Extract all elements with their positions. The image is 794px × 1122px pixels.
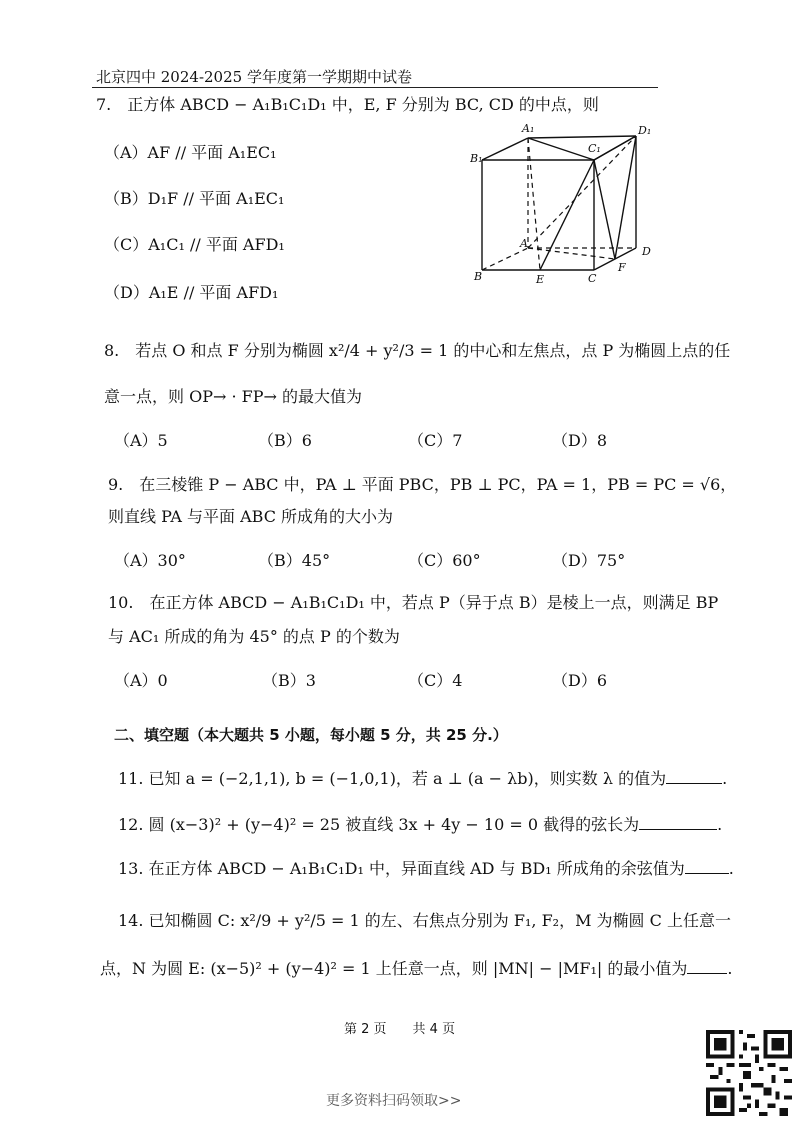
q8-line1: 8. 若点 O 和点 F 分别为椭圆 x²/4 + y²/3 = 1 的中心和左焦点，点 P 为椭圆上点的任 (104, 341, 731, 360)
label-a: A (520, 237, 528, 250)
q13 (118, 856, 734, 879)
label-d: D (642, 245, 651, 258)
q7-option-a: （A）AF // 平面 A₁EC₁ (104, 143, 277, 162)
q14-line2-text: 点，N 为圆 E: (x−5)² + (y−4)² = 1 上任意一点，则 |MN| − |MF₁| 的最小值为 (100, 959, 688, 978)
q9-option-d: （D）75° (552, 551, 626, 570)
q12-period: . (717, 815, 723, 834)
label-f: F (618, 261, 626, 274)
page-footer: 第 2 页 共 4 页 (344, 1022, 456, 1037)
q9-option-c: （C）60° (408, 551, 481, 570)
line-af-hidden (528, 248, 615, 259)
line-c1f (594, 160, 615, 259)
label-a1: A₁ (522, 122, 535, 135)
label-b: B (474, 270, 483, 283)
q11-period: . (722, 769, 728, 788)
q7-stem: 7. 正方体 ABCD − A₁B₁C₁D₁ 中，E, F 分别为 BC, CD 的中点，则 (96, 95, 599, 114)
q7-option-c: （C）A₁C₁ // 平面 AFD₁ (104, 235, 285, 254)
exam-header: 北京四中 2024-2025 学年度第一学期期中试卷 (96, 68, 412, 86)
qr-code-icon[interactable] (706, 1030, 792, 1116)
label-c: C (588, 272, 597, 285)
q10-option-c: （C）4 (408, 671, 463, 690)
q12 (118, 812, 722, 835)
q11-text: 11. 已知 a = (−2,1,1), b = (−1,0,1)，若 a ⊥ (a − λb)，则实数 λ 的值为 (118, 769, 667, 788)
q7-option-b: （B）D₁F // 平面 A₁EC₁ (104, 189, 285, 208)
q9-line2: 则直线 PA 与平面 ABC 所成角的大小为 (108, 507, 394, 526)
cube-figure (470, 120, 670, 290)
q14-line2 (100, 956, 732, 979)
section-fill-in-title: 二、填空题（本大题共 5 小题，每小题 5 分，共 25 分.） (114, 726, 508, 744)
more-resources-link[interactable]: 更多资料扫码领取>> (326, 1093, 462, 1109)
header-rule (92, 87, 658, 88)
label-c1: C₁ (588, 142, 601, 155)
q8-line2: 意一点，则 OP→ · FP→ 的最大值为 (104, 387, 362, 406)
q9-option-b: （B）45° (258, 551, 331, 570)
q8-option-a: （A）5 (114, 431, 168, 450)
edge-a1d1 (528, 136, 636, 138)
q14-line1: 14. 已知椭圆 C: x²/9 + y²/5 = 1 的左、右焦点分别为 F₁, F₂，M 为椭圆 C 上任意一 (118, 911, 731, 930)
q10-option-d: （D）6 (552, 671, 608, 690)
q13-text: 13. 在正方体 ABCD − A₁B₁C₁D₁ 中，异面直线 AD 与 BD₁ 所成角的余弦值为 (118, 859, 685, 878)
q9-line1: 9. 在三棱锥 P − ABC 中，PA ⊥ 平面 PBC，PB ⊥ PC，PA = 1，PB = PC = √6， (108, 475, 737, 494)
q10-option-a: （A）0 (114, 671, 168, 690)
q12-text: 12. 圆 (x−3)² + (y−4)² = 25 被直线 3x + 4y − 10 = 0 截得的弦长为 (118, 815, 640, 834)
line-a1e-hidden (528, 138, 540, 270)
label-e: E (536, 273, 545, 286)
label-d1: D₁ (638, 124, 652, 137)
q9-option-a: （A）30° (114, 551, 186, 570)
line-a1c1 (528, 138, 594, 160)
q11 (118, 766, 727, 789)
q14-period: . (727, 959, 733, 978)
q13-answer-blank[interactable] (685, 859, 729, 874)
q10-line2: 与 AC₁ 所成的角为 45° 的点 P 的个数为 (108, 627, 400, 646)
edge-b1a1 (482, 138, 528, 160)
q13-period: . (728, 859, 734, 878)
edge-ba-hidden (482, 248, 528, 270)
q11-answer-blank[interactable] (666, 769, 722, 784)
q8-option-d: （D）8 (552, 431, 608, 450)
label-b1: B₁ (470, 152, 483, 165)
q8-option-c: （C）7 (408, 431, 463, 450)
q10-option-b: （B）3 (262, 671, 316, 690)
q7-option-d: （D）A₁E // 平面 AFD₁ (104, 283, 279, 302)
q14-answer-blank[interactable] (687, 959, 727, 974)
q12-answer-blank[interactable] (639, 815, 717, 830)
q10-line1: 10. 在正方体 ABCD − A₁B₁C₁D₁ 中，若点 P（异于点 B）是棱上一点，则满足 BP (108, 593, 719, 612)
q8-option-b: （B）6 (258, 431, 312, 450)
